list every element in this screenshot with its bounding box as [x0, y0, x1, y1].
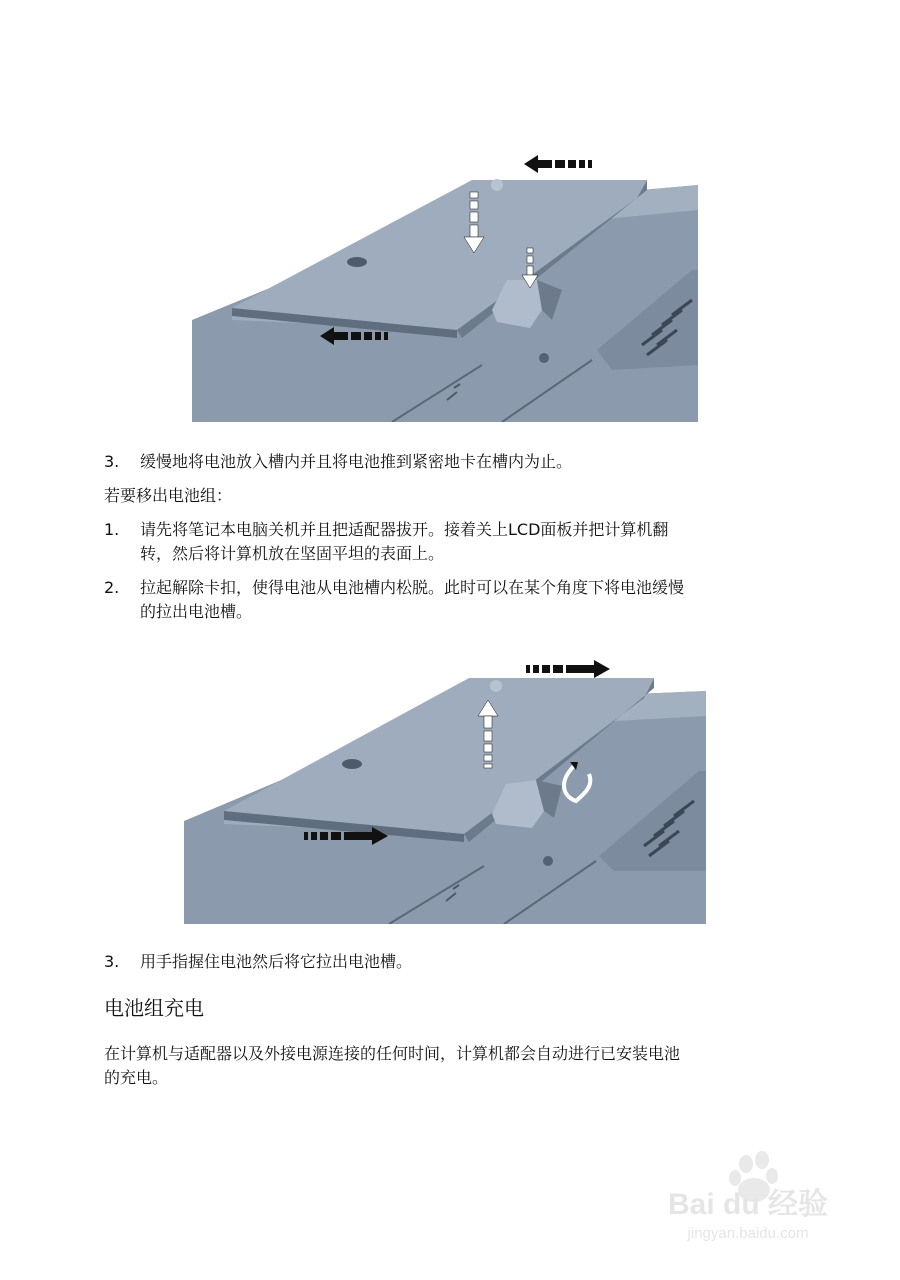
step-number: 3.: [104, 952, 120, 971]
step-text: 用手指握住电池然后将它拉出电池槽。: [140, 952, 413, 971]
remove-step-1: [104, 518, 668, 542]
step-text: 拉起解除卡扣，使得电池从电池槽内松脱。此时可以在某个角度下将电池缓慢: [140, 578, 685, 597]
watermark-url: jingyan.baidu.com: [687, 1225, 809, 1242]
step-text: 缓慢地将电池放入槽内并且将电池推到紧密地卡在槽内为止。: [140, 452, 573, 471]
watermark-brand: Bai du 经验: [667, 1188, 829, 1221]
remove-step-3: [104, 950, 412, 974]
section-body-line1: 在计算机与适配器以及外接电源连接的任何时间，计算机都会自动进行已安装电池: [104, 1044, 681, 1063]
remove-step-2-cont: 的拉出电池槽。: [140, 602, 253, 621]
step-number: 1.: [104, 520, 120, 539]
battery-insert-figure: [192, 150, 698, 422]
insert-step-3: [104, 450, 572, 474]
section-title: 电池组充电: [104, 996, 204, 1020]
remove-heading: 若要移出电池组：: [104, 486, 233, 505]
step-number: 3.: [104, 452, 120, 471]
section-body-line2: 的充电。: [104, 1068, 169, 1087]
remove-step-2: [104, 576, 684, 600]
step-number: 2.: [104, 578, 120, 597]
remove-step-1-cont: 转，然后将计算机放在坚固平坦的表面上。: [140, 544, 445, 563]
battery-remove-figure: [184, 656, 706, 924]
baidu-jingyan-watermark: [638, 1146, 858, 1246]
step-text: 请先将笔记本电脑关机并且把适配器拔开。接着关上LCD面板并把计算机翻: [140, 520, 669, 539]
